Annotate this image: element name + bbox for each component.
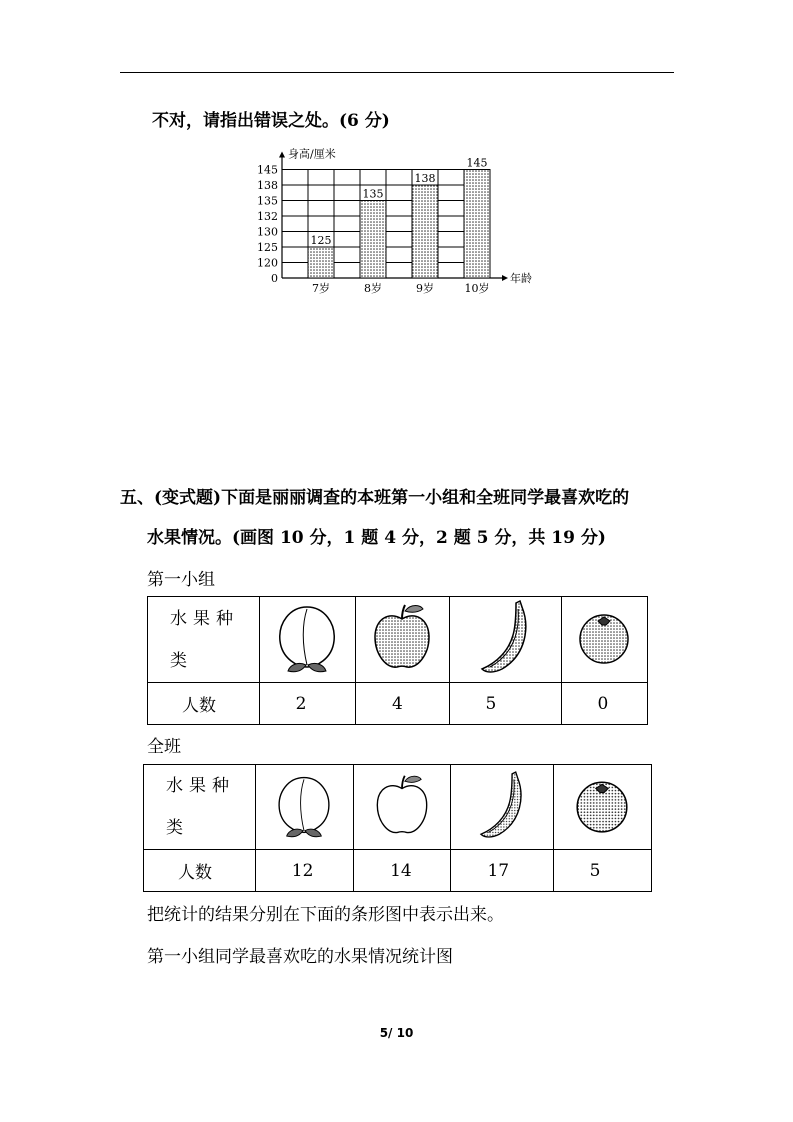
fruit-cell-orange bbox=[553, 765, 651, 850]
apple-icon bbox=[367, 599, 437, 675]
count-label-cell bbox=[148, 683, 260, 725]
count-label-cell bbox=[144, 850, 256, 892]
count-cell-apple: 14 bbox=[354, 850, 451, 892]
banana-icon bbox=[470, 597, 540, 677]
group-chart-title: 第一小组同学最喜欢吃的水果情况统计图 bbox=[147, 947, 453, 967]
y-tick-label: 132 bbox=[257, 210, 278, 223]
fruit-cell-peach bbox=[255, 765, 353, 850]
kind-header-cell bbox=[144, 765, 256, 850]
class-fruit-table bbox=[143, 764, 652, 892]
y-axis-arrow bbox=[279, 152, 285, 158]
y-tick-label: 120 bbox=[257, 256, 278, 270]
count-cell-apple: 4 bbox=[356, 683, 449, 725]
class-title: 全班 bbox=[147, 737, 181, 757]
count-cell-orange: 0 bbox=[561, 683, 647, 725]
x-category-label: 9岁 bbox=[416, 282, 434, 295]
x-category-label: 10岁 bbox=[464, 282, 490, 295]
orange-icon bbox=[574, 607, 634, 667]
kind-label-2: 类 bbox=[170, 650, 193, 671]
banana-icon bbox=[470, 767, 534, 843]
question5-line2: 水果情况。(画图 10 分，1 题 4 分，2 题 5 分，共 19 分) bbox=[147, 528, 606, 548]
x-category-label: 8岁 bbox=[364, 282, 382, 295]
bar-value-label: 145 bbox=[466, 156, 488, 170]
height-bar-chart bbox=[250, 146, 550, 296]
y-tick-label: 0 bbox=[271, 272, 278, 285]
bar-value-label: 135 bbox=[362, 187, 384, 201]
y-tick-label: 138 bbox=[257, 179, 278, 192]
group-title: 第一小组 bbox=[147, 570, 215, 590]
orange-icon bbox=[571, 774, 633, 836]
x-category-label: 7岁 bbox=[312, 282, 330, 295]
count-label: 人数 bbox=[182, 696, 216, 716]
question-prev-text: 不对，请指出错误之处。(6 分) bbox=[152, 111, 390, 131]
fruit-cell-apple bbox=[356, 597, 449, 683]
bar-value-label: 138 bbox=[414, 172, 436, 185]
bar-1 bbox=[308, 247, 334, 278]
fruit-cell-peach bbox=[259, 597, 355, 683]
x-axis-arrow bbox=[502, 275, 508, 281]
question5-line1: 五、(变式题)下面是丽丽调查的本班第一小组和全班同学最喜欢吃的 bbox=[120, 488, 630, 508]
kind-header-cell bbox=[148, 597, 260, 683]
fruit-cell-apple bbox=[354, 765, 451, 850]
count-cell-banana: 17 bbox=[451, 850, 553, 892]
y-tick-label: 130 bbox=[257, 225, 278, 239]
count-cell-orange: 5 bbox=[553, 850, 651, 892]
count-cell-peach: 12 bbox=[255, 850, 353, 892]
peach-icon bbox=[272, 599, 342, 675]
y-tick-label: 135 bbox=[257, 194, 278, 208]
fruit-cell-banana bbox=[451, 765, 553, 850]
apple-icon bbox=[370, 770, 434, 840]
page-number: 5/ 10 bbox=[379, 1026, 414, 1040]
kind-label-1: 水果种 bbox=[166, 776, 235, 796]
bar-3 bbox=[412, 185, 438, 278]
fruit-cell-banana bbox=[449, 597, 561, 683]
instruction-text: 把统计的结果分别在下面的条形图中表示出来。 bbox=[147, 905, 504, 925]
peach-icon bbox=[272, 770, 336, 840]
y-axis-label: 身高/厘米 bbox=[288, 147, 336, 161]
bar-value-label: 125 bbox=[310, 234, 332, 247]
kind-label-1: 水果种 bbox=[170, 608, 239, 629]
fruit-cell-orange bbox=[561, 597, 647, 683]
count-cell-peach: 2 bbox=[259, 683, 355, 725]
bar-4 bbox=[464, 170, 490, 279]
count-cell-banana: 5 bbox=[449, 683, 561, 725]
bar-2 bbox=[360, 201, 386, 279]
count-label: 人数 bbox=[178, 863, 212, 883]
y-tick-label: 125 bbox=[257, 241, 278, 254]
x-axis-label: 年龄 bbox=[510, 272, 532, 285]
group-fruit-table bbox=[147, 596, 648, 725]
kind-label-2: 类 bbox=[166, 818, 189, 838]
header-rule bbox=[120, 72, 674, 73]
y-tick-label: 145 bbox=[257, 163, 278, 177]
